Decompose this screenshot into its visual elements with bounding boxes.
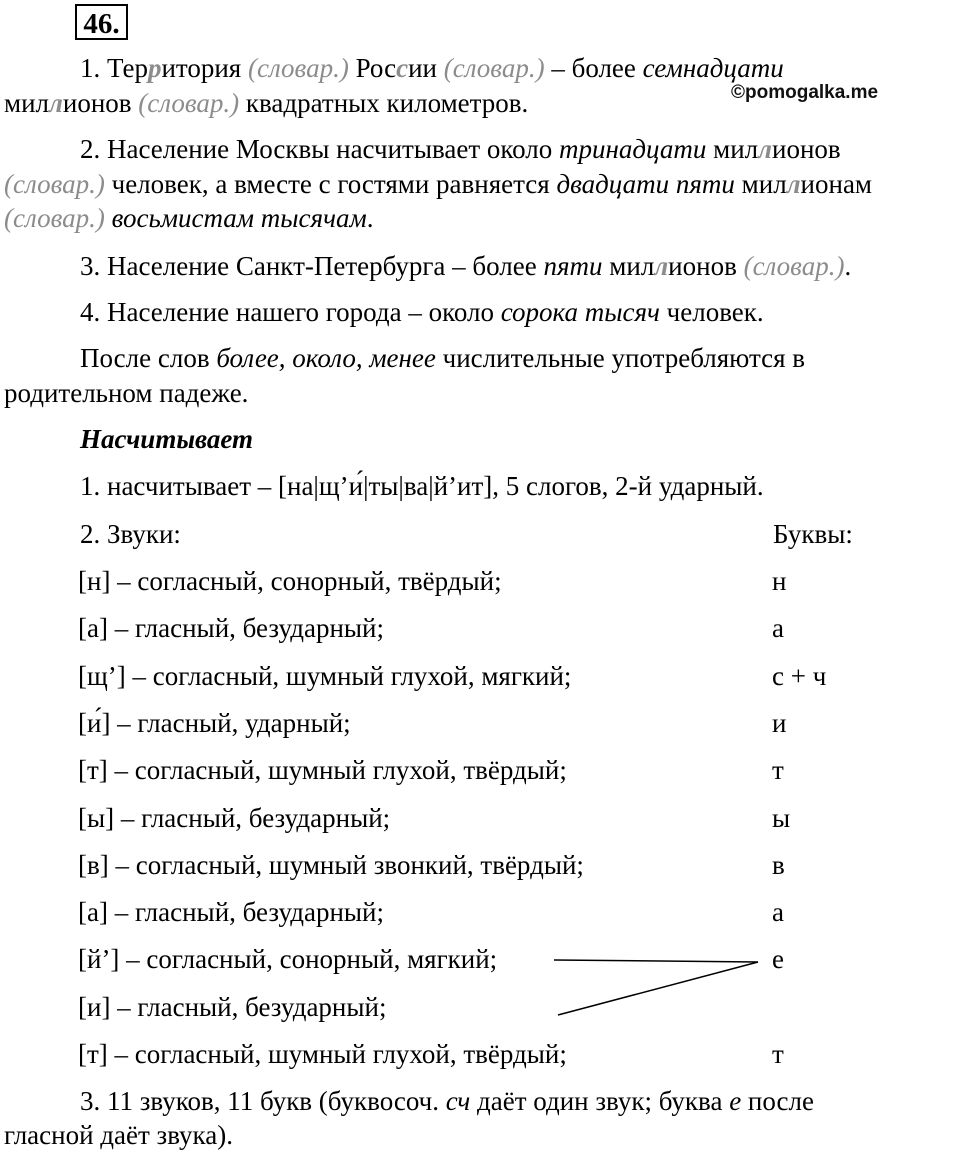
sound-description: [т] – согласный, шумный глухой, твёрдый; [78,755,567,785]
sentence-3: 3. Население Санкт-Петербурга – более пяти миллионов (словар.). [80,251,852,281]
dictionary-note: (словар.) [743,251,845,281]
letter-value: ы [772,803,791,833]
letter-value: т [772,1039,784,1069]
sentence-2-line-1: 2. Население Москвы насчитывает около тринадцати миллионов [80,134,841,164]
sound-description: [щ’] – согласный, шумный глухой, мягкий; [78,661,572,691]
dictionary-note: (словар.) [138,88,240,118]
sound-description: [ы] – гласный, безударный; [78,803,391,833]
letter-value: а [772,613,784,643]
sounds-label: 2. Звуки: [80,519,181,549]
sentence-2-line-3: (словар.) восьмистам тысячам. [4,203,374,233]
letter-value: а [772,897,784,927]
sound-description: [в] – согласный, шумный звонкий, твёрдый; [78,850,584,880]
dictionary-note: (словар.) [4,203,105,233]
letter-value: т [772,755,784,785]
analysis-heading: Насчитывает [80,424,254,454]
conclusion-line-1: 3. 11 звуков, 11 букв (буквосоч. сч даёт один звук; буква е после [80,1086,814,1116]
sentence-4: 4. Население нашего города – около сорока тысяч человек. [80,297,764,327]
dictionary-note: (словар.) [4,169,105,199]
dictionary-note: (словар.) [247,53,349,83]
sentence-2-line-2: (словар.) человек, а вместе с гостями равняется двадцати пяти миллионам [4,169,873,199]
sound-description: [н] – согласный, сонорный, твёрдый; [78,566,502,596]
sound-description: [й’] – согласный, сонорный, мягкий; [78,944,498,974]
letter-value: и [772,708,787,738]
connector-line-1 [554,960,758,962]
conclusion-line-2: гласной даёт звука). [4,1120,233,1150]
exercise-number: 46. [75,4,128,40]
rule-line-1: После слов более, около, менее числительные употребляются в [80,343,805,373]
analysis-syllables: 1. насчитывает – [на|щ’и́|ты|ва|й’ит], 5 слогов, 2-й ударный. [80,471,764,501]
letters-label: Буквы: [773,519,853,549]
sound-description: [и] – гласный, безударный; [78,992,387,1022]
connector-line-2 [558,962,758,1015]
sound-description: [а] – гласный, безударный; [78,897,385,927]
sound-description: [т] – согласный, шумный глухой, твёрдый; [78,1039,567,1069]
letter-value: в [772,850,785,880]
sentence-1-line-2: миллионов (словар.) квадратных километров. [4,88,529,118]
letter-value: н [772,566,787,596]
rule-line-2: родительном падеже. [4,378,249,408]
sentence-1-line-1: 1. Территория (словар.) России (словар.) – более семнадцати [80,53,784,83]
sound-description: [а] – гласный, безударный; [78,613,385,643]
dictionary-note: (словар.) [443,53,545,83]
watermark: ©pomogalka.me [731,82,879,103]
letter-value: с + ч [772,661,827,691]
sound-description: [и́] – гласный, ударный; [78,708,351,738]
letter-value: е [772,944,784,974]
